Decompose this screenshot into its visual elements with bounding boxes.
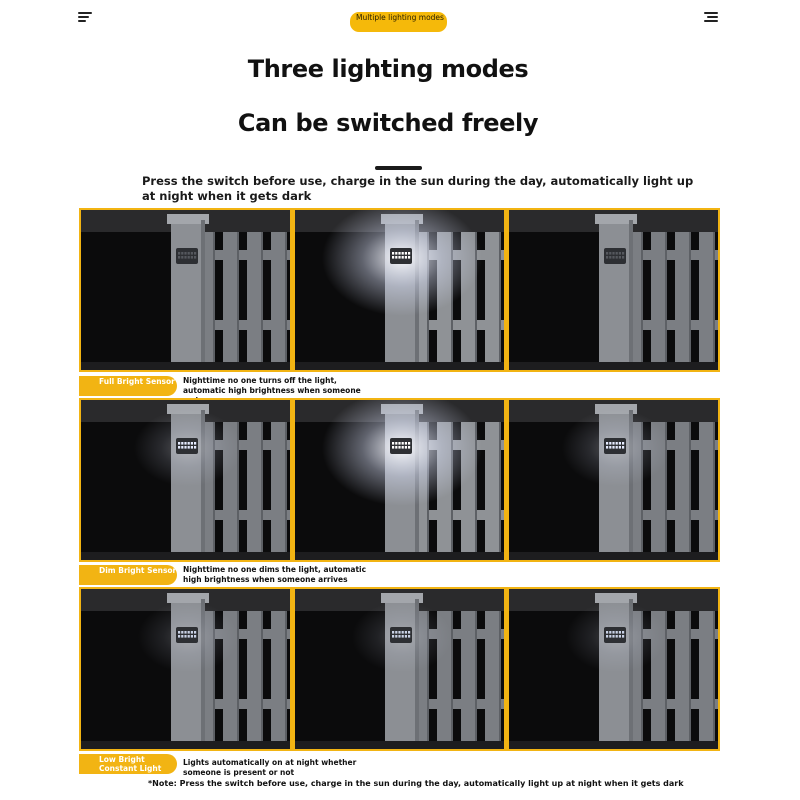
top-bar [0,0,800,40]
mode-label-full-bright: Full Bright Sensor [79,376,177,396]
photo-dim-light [81,400,290,560]
mode-row-full-bright [79,208,720,372]
mode-description: Nighttime no one dims the light, automatic high brightness when someone arrives [183,565,367,584]
menu-icon[interactable] [704,12,718,23]
title-divider [375,166,422,170]
photo-light-off [81,210,290,370]
mode-label-constant-light: Low Bright Constant Light [79,754,177,774]
mode-description: Nighttime no one turns off the light, automatic high brightness when someone [183,376,361,395]
mode-label-dim-bright: Dim Bright Sensor [79,565,177,585]
photo-bright-light [295,400,504,560]
menu-icon[interactable] [78,12,92,23]
mode-row-dim-bright [79,398,720,562]
photo-low-light [81,589,290,749]
mode-description: Lights automatically on at night whether someone is present or not [183,758,357,777]
page-subtitle: Can be switched freely [237,109,539,137]
photo-dim-light [509,400,718,560]
intro-text: Press the switch before use, charge in the sun during the day, automatically light up at night when it gets dark [142,174,694,203]
photo-low-light [295,589,504,749]
photo-low-light [509,589,718,749]
page-title: Three lighting modes [247,55,529,83]
photo-bright-light [295,210,504,370]
footnote: *Note: Press the switch before use, charge in the sun during the day, automatically light up at night when it gets dark [148,779,684,788]
photo-light-off [509,210,718,370]
category-badge: Multiple lighting modes [350,12,447,32]
mode-row-constant-light [79,587,720,751]
